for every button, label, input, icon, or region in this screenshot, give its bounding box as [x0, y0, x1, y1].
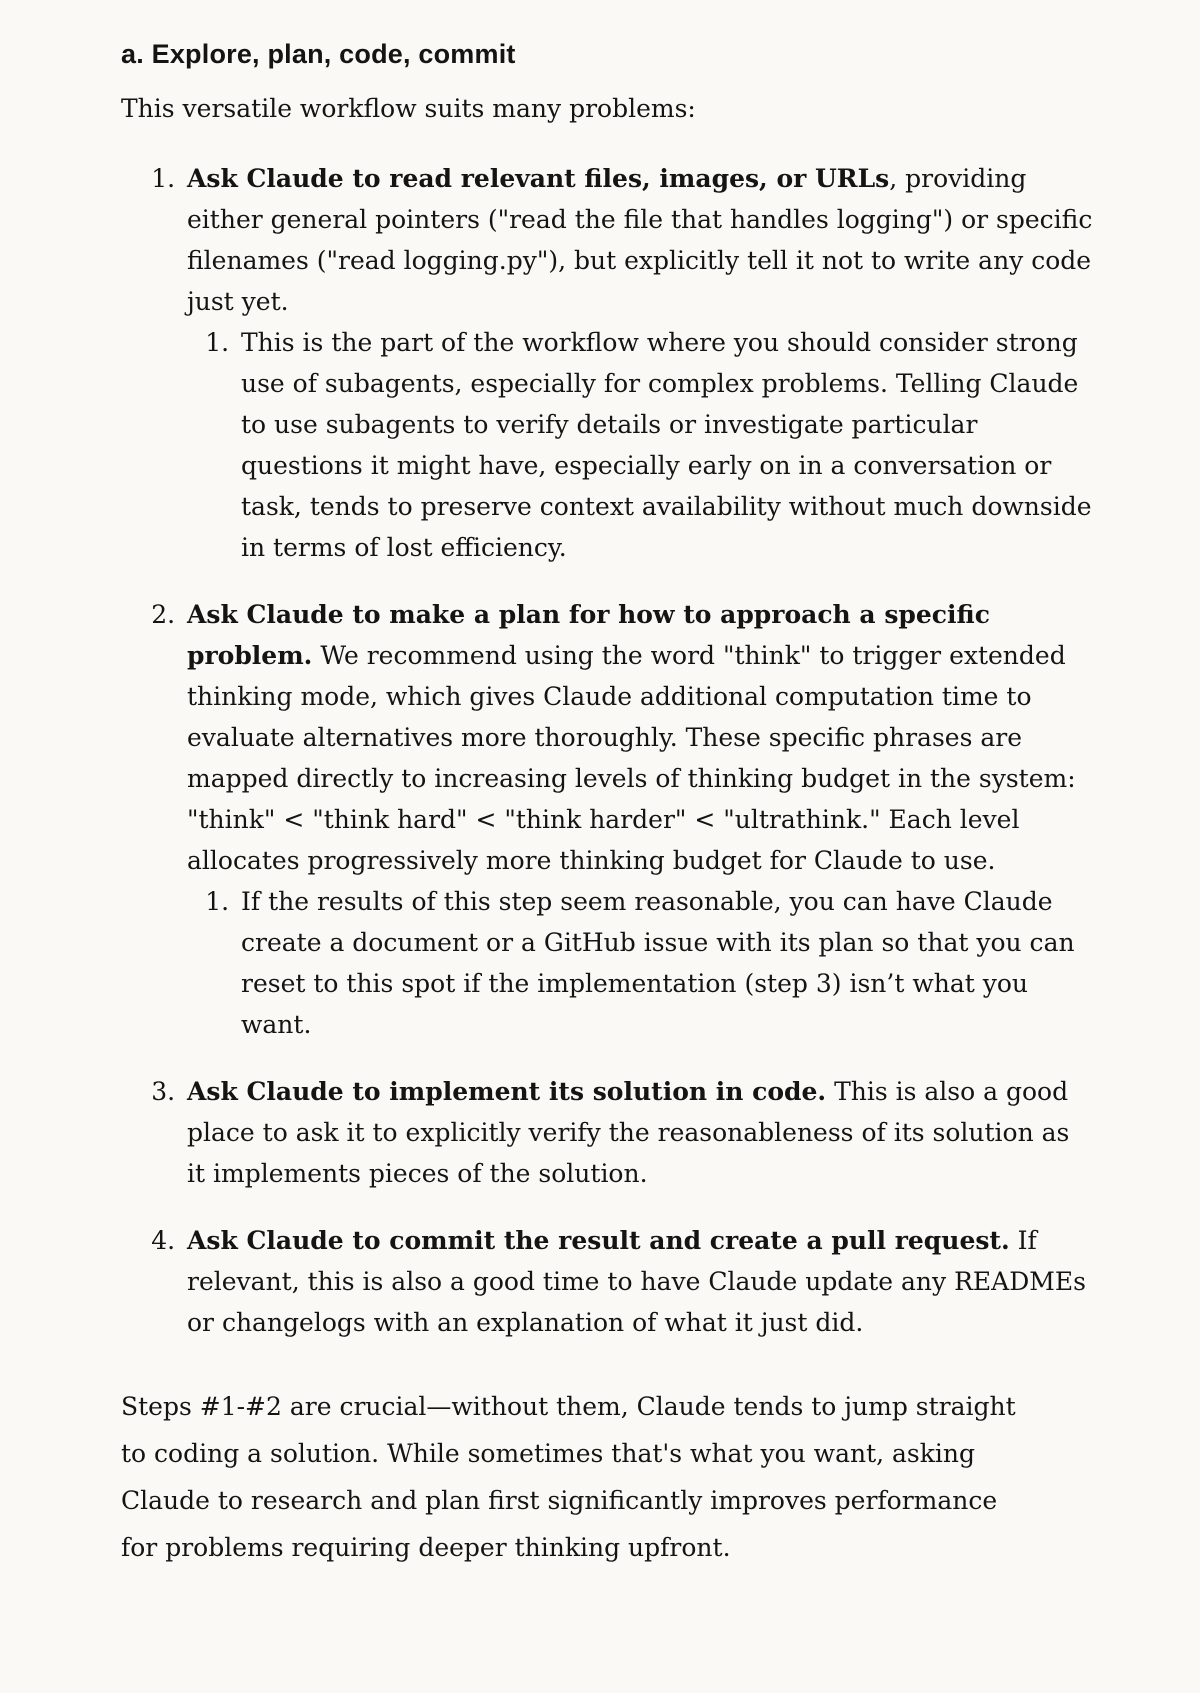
step-2-body-text: We recommend using the word "think" to trigger extended thinking mode, which gives Claude additional computation time to evaluate alternatives more thoroughly. These specific phrases are mapped directly to increasing levels of thinking budget in the system: "think" < "think hard" < "think harder" < "ultrathink." Each level allocates progressively more thinking budget for Claude to use. [187, 641, 1076, 875]
step-2-lead-text: Ask Claude to make a plan for how to approach a specific problem. [187, 600, 990, 670]
step-4-body-text: If relevant, this is also a good time to have Claude update any READMEs or changelogs with an explanation of what it just did. [187, 1226, 1086, 1337]
intro-paragraph: This versatile workflow suits many problems: [121, 94, 696, 123]
step-1-substeps-list [187, 322, 1095, 568]
step-item-3 [183, 1071, 1095, 1194]
step-3-lead-text: Ask Claude to implement its solution in code. [187, 1077, 827, 1106]
step-3-body-text: This is also a good place to ask it to explicitly verify the reasonableness of its solution as it implements pieces of the solution. [187, 1077, 1070, 1188]
step-1-substep-1-text: This is the part of the workflow where you should consider strong use of subagents, especially for complex problems. Telling Claude to use subagents to verify details or investigate particular questions it might have, especially early on in a conversation or task, tends to preserve context availability without much downside in terms of lost efficiency. [241, 328, 1092, 562]
closing-paragraph: Steps #1-#2 are crucial—without them, Claude tends to jump straight to coding a solution. While sometimes that's what you want, asking Claude to research and plan first significantly improves performance for problems requiring deeper thinking upfront. [121, 1392, 1016, 1562]
step-2-substeps-list [187, 881, 1095, 1045]
step-2-substep-1-text: If the results of this step seem reasonable, you can have Claude create a document or a GitHub issue with its plan so that you can reset to this spot if the implementation (step 3) isn’t what you want. [241, 887, 1075, 1039]
section-heading: a. Explore, plan, code, commit [121, 39, 516, 69]
step-item-4 [183, 1220, 1095, 1343]
step-1-lead-text: Ask Claude to read relevant files, images, or URLs [187, 164, 890, 193]
workflow-steps-list [121, 158, 1095, 1343]
substep-item [237, 322, 1095, 568]
substep-item [237, 881, 1095, 1045]
step-item-1 [183, 158, 1095, 568]
step-item-2 [183, 594, 1095, 1045]
step-4-lead-text: Ask Claude to commit the result and create a pull request. [187, 1226, 1010, 1255]
step-1-body-text: , providing either general pointers ("read the file that handles logging") or specific filenames ("read logging.py"), but explicitly tell it not to write any code just yet. [187, 164, 1093, 316]
